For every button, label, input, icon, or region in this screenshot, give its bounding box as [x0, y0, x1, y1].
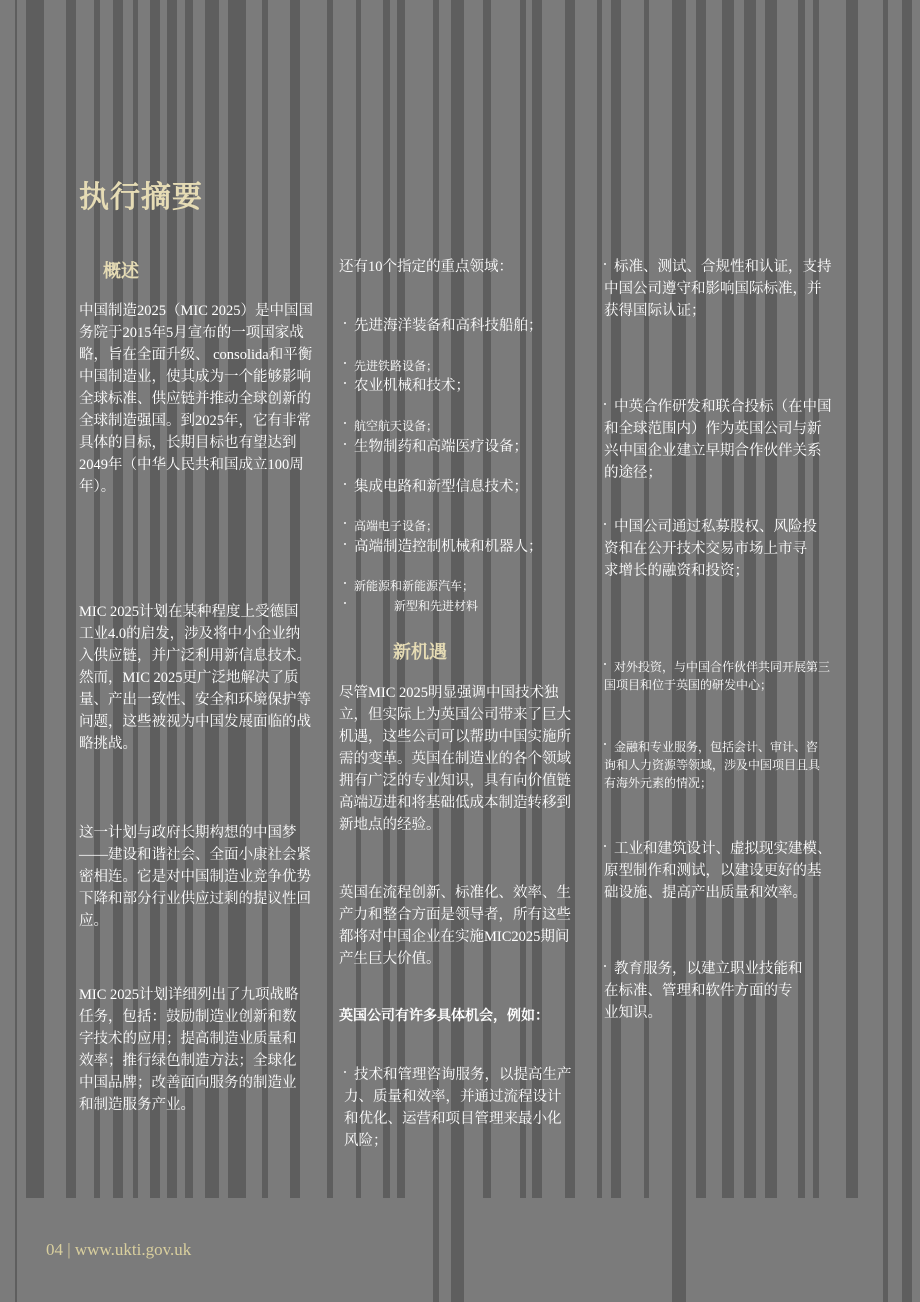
focus-area-item: 先进铁路设备；	[344, 357, 584, 375]
focus-area-item: 农业机械和技术；	[344, 375, 584, 397]
bullet-dot-icon	[344, 483, 346, 485]
opportunity-item: 金融和专业服务，包括会计、审计、咨询和人力资源等领域，涉及中国项目且具有海外元素的情况；	[604, 740, 821, 790]
overview-paragraph-2: MIC 2025计划在某种程度上受德国工业4.0的启发，涉及将中小企业纳入供应链，并广泛利用新信息技术。然而，MIC 2025更广泛地解决了质量、产出一致性、安全和环境保护等问题，这些被视为中国发展面临的战略挑战。	[79, 604, 311, 752]
specific-opportunities-lead: 英国公司有许多具体机会，例如：	[339, 1008, 549, 1024]
overview-paragraph-3: 这一计划与政府长期构想的中国梦——建设和谐社会、全面小康社会紧密相连。它是对中国制造业竞争优势下降和部分行业供应过剩的提议性回应。	[79, 825, 311, 929]
bullet-dot-icon	[604, 523, 606, 525]
bullet-dot-icon	[604, 965, 606, 967]
bullet-dot-icon	[604, 743, 606, 745]
focus-area-item: 新能源和新能源汽车；	[344, 577, 584, 595]
bullet-dot-icon	[604, 845, 606, 847]
opportunity-item: 中国公司通过私募股权、风险投资和在公开技术交易市场上市寻求增长的融资和投资；	[604, 519, 817, 579]
focus-area-item: 集成电路和新型信息技术；	[344, 476, 584, 498]
bullet-dot-icon	[344, 602, 346, 604]
bullet-dot-icon	[344, 543, 346, 545]
focus-area-item: 高端电子设备；	[344, 517, 584, 535]
page-footer: 04 | www.ukti.gov.uk	[46, 1240, 192, 1259]
opportunities-paragraph-1: 尽管MIC 2025明显强调中国技术独立，但实际上为英国公司带来了巨大机遇，这些公司可以帮助中国实施所需的变革。英国在制造业的各个领域拥有广泛的专业知识，具有向价值链高端迈进和将基础低成本制造转移到新地点的经验。	[339, 685, 571, 833]
focus-area-item: 高端制造控制机械和机器人；	[344, 536, 584, 558]
opportunity-item: 工业和建筑设计、虚拟现实建模、原型制作和测试，以建设更好的基础设施、提高产出质量和效率。	[604, 841, 832, 901]
opportunity-item: 对外投资，与中国合作伙伴共同开展第三国项目和位于英国的研发中心；	[604, 660, 831, 692]
focus-area-item: 新型和先进材料	[344, 597, 584, 615]
bullet-dot-icon	[344, 1071, 346, 1073]
opportunity-item: 教育服务，以建立职业技能和在标准、管理和软件方面的专业知识。	[604, 961, 803, 1021]
focus-area-item: 生物制药和高端医疗设备；	[344, 436, 584, 458]
bullet-dot-icon	[344, 443, 346, 445]
bullet-dot-icon	[604, 263, 606, 265]
bullet-dot-icon	[344, 422, 346, 424]
opportunity-item: 标准、测试、合规性和认证，支持中国公司遵守和影响国际标准，并获得国际认证；	[604, 259, 832, 319]
page-title: 执行摘要	[79, 180, 203, 215]
focus-areas-intro: 还有10个指定的重点领域：	[339, 259, 513, 275]
bullet-dot-icon	[344, 322, 346, 324]
bullet-dot-icon	[604, 403, 606, 405]
focus-area-item: 航空航天设备；	[344, 417, 584, 435]
bullet-dot-icon	[344, 582, 346, 584]
overview-heading: 概述	[103, 261, 139, 282]
bullet-dot-icon	[344, 362, 346, 364]
focus-area-item: 先进海洋装备和高科技船舶；	[344, 315, 584, 337]
opportunity-item: 技术和管理咨询服务，以提高生产力、质量和效率，并通过流程设计和优化、运营和项目管理来最小化风险；	[344, 1067, 572, 1149]
new-opportunities-heading: 新机遇	[393, 642, 447, 663]
bullet-dot-icon	[344, 522, 346, 524]
opportunity-item: 中英合作研发和联合投标（在中国和全球范围内）作为英国公司与新兴中国企业建立早期合作伙伴关系的途径；	[604, 399, 832, 481]
overview-paragraph-1: 中国制造2025（MIC 2025）是中国国务院于2015年5月宣布的一项国家战略，旨在全面升级、 consolida和平衡中国制造业，使其成为一个能够影响全球标准、供应链并推动全球创新的全球制造强国。到2025年，它有非常具体的目标，长期目标也有望达到2049年（中华人民共和国成立100周年）。	[79, 303, 314, 495]
bullet-dot-icon	[604, 663, 606, 665]
opportunities-paragraph-2: 英国在流程创新、标准化、效率、生产力和整合方面是领导者，所有这些都将对中国企业在实施MIC2025期间产生巨大价值。	[339, 885, 571, 967]
overview-paragraph-4: MIC 2025计划详细列出了九项战略任务，包括：鼓励制造业创新和数字技术的应用；提高制造业质量和效率；推行绿色制造方法；全球化中国品牌；改善面向服务的制造业和制造服务产业。	[79, 987, 299, 1113]
bullet-dot-icon	[344, 382, 346, 384]
